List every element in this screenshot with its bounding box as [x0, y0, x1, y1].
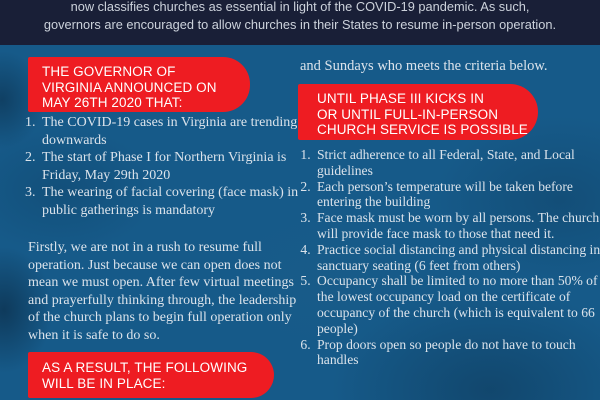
criteria-list — [294, 147, 600, 368]
criteria-intro-text: and Sundays who meets the criteria below. — [300, 58, 548, 74]
governor-ribbon-line-3: MAY 26TH 2020 THAT: — [42, 95, 183, 111]
result-ribbon-line-1: AS A RESULT, THE FOLLOWING — [42, 360, 248, 375]
top-banner — [0, 0, 600, 45]
result-ribbon — [28, 352, 274, 398]
list-item: 3. The wearing of facial covering (face mask) in public gatherings is mandatory — [39, 184, 315, 219]
list-item: 1. Strict adherence to all Federal, State, and Local guidelines — [314, 147, 600, 179]
list-item: 2. Each person’s temperature will be taken before entering the building — [314, 179, 600, 211]
top-banner-line-2: governors are encouraged to allow churches in their States to resume in-person operation. — [43, 16, 557, 32]
governor-announcement-list — [22, 114, 315, 220]
list-item: 1. The COVID-19 cases in Virginia are trending downwards — [39, 114, 315, 149]
list-item: 2. The start of Phase I for Northern Virginia is Friday, May 29th 2020 — [39, 149, 315, 184]
list-item: 4. Practice social distancing and physical distancing in sanctuary seating (6 feet from others) — [314, 242, 600, 274]
list-item: 6. Prop doors open so people do not have to touch handles — [314, 337, 600, 369]
church-statement-paragraph: Firstly, we are not in a rush to resume full operation. Just because we can open does not mean we must open. After few virtual meetings and prayerfully thinking through, the leadership of the church plans to begin full operation only when it is safe to do so. — [28, 240, 297, 343]
governor-ribbon-line-2: VIRGINIA ANNOUNCED ON — [42, 79, 217, 95]
result-ribbon-line-2: WILL BE IN PLACE: — [42, 375, 166, 391]
governor-ribbon-line-1: THE GOVERNOR OF — [42, 64, 176, 79]
phase-ribbon-line-2: OR UNTIL FULL-IN-PERSON — [317, 106, 499, 122]
phase-ribbon-line-3: CHURCH SERVICE IS POSSIBLE — [317, 122, 528, 138]
top-banner-line-1: now classifies churches as essential in light of the COVID-19 pandemic. As such, — [70, 0, 530, 14]
list-item: 5. Occupancy shall be limited to no more than 50% of the lowest occupancy load on the certificate of occupancy of the church (which is equivalent to 66 people) — [314, 273, 600, 336]
governor-announcement-ribbon — [28, 57, 250, 112]
list-item: 3. Face mask must be worn by all persons. The church will provide face mask to those that need it. — [314, 210, 600, 242]
phase-ribbon — [298, 84, 538, 140]
phase-ribbon-line-1: UNTIL PHASE III KICKS IN — [317, 91, 484, 106]
